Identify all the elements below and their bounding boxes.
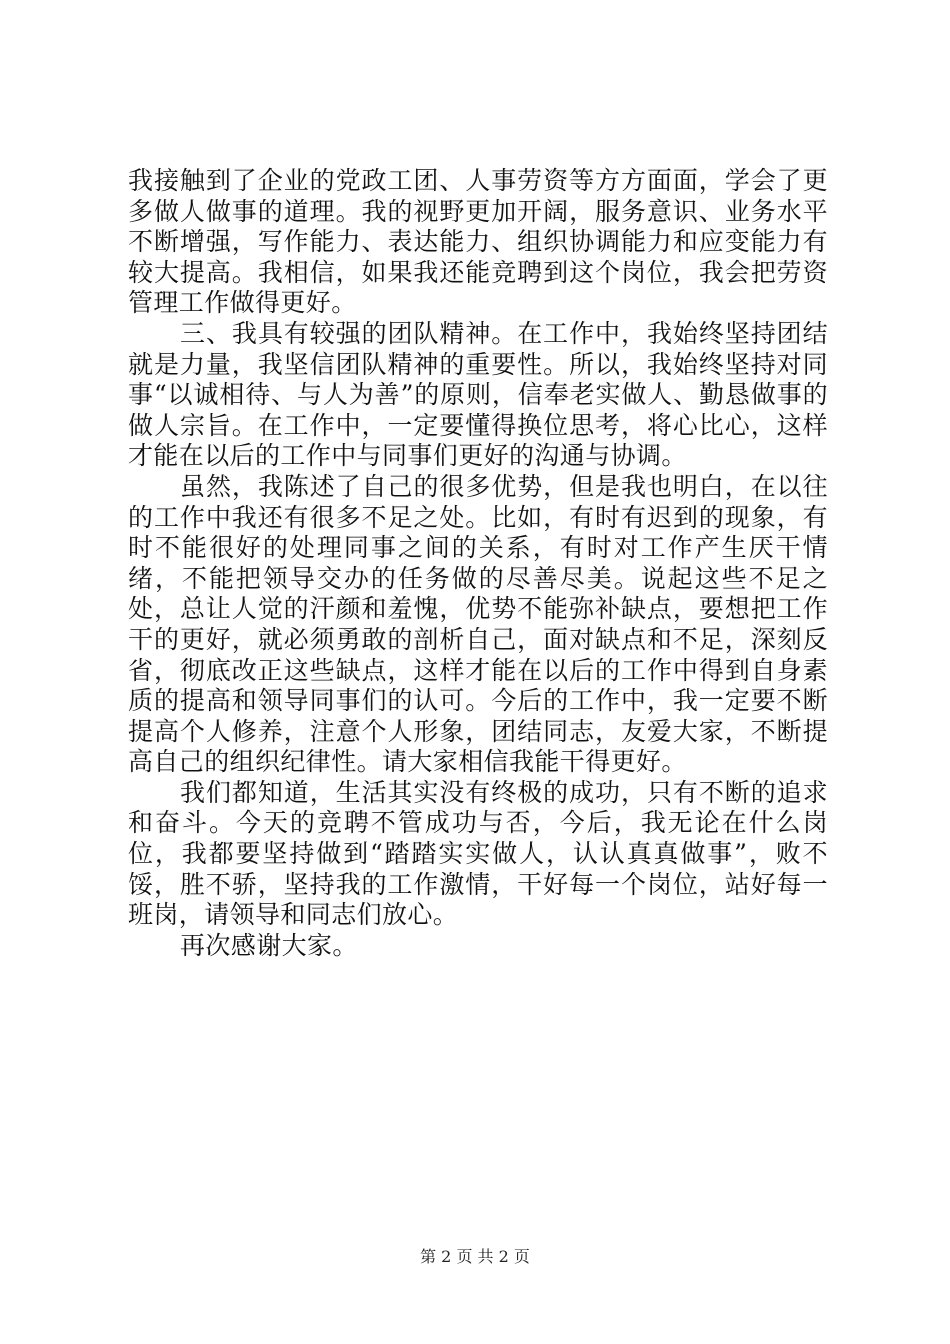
document-body [128,166,828,961]
paragraph-team-spirit: 三、我具有较强的团队精神。在工作中，我始终坚持团结就是力量，我坚信团队精神的重要性。所以，我始终坚持对同事“以诚相待、与人为善”的原则，信奉老实做人、勤恳做事的做人宗旨。在工作中，一定要懂得换位思考，将心比心，这样才能在以后的工作中与同事们更好的沟通与协调。 [128,318,828,471]
paragraph-commitment: 我们都知道，生活其实没有终极的成功，只有不断的追求和奋斗。今天的竞聘不管成功与否，今后，我无论在什么岗位，我都要坚持做到“踏踏实实做人，认认真真做事”，败不馁，胜不骄，坚持我的工作激情，干好每一个岗位，站好每一班岗，请领导和同志们放心。 [128,777,828,930]
paragraph-closing-thanks: 再次感谢大家。 [180,930,358,960]
paragraph-continued: 我接触到了企业的党政工团、人事劳资等方方面面，学会了更多做人做事的道理。我的视野更加开阔，服务意识、业务水平不断增强，写作能力、表达能力、组织协调能力和应变能力有较大提高。我相信，如果我还能竞聘到这个岗位，我会把劳资管理工作做得更好。 [128,166,828,318]
page-number-footer: 第 2 页 共 2 页 [420,1247,530,1266]
paragraph-shortcomings: 虽然，我陈述了自己的很多优势，但是我也明白，在以往的工作中我还有很多不足之处。比如，有时有迟到的现象，有时不能很好的处理同事之间的关系，有时对工作产生厌干情绪，不能把领导交办的任务做的尽善尽美。说起这些不足之处，总让人觉的汗颜和羞愧，优势不能弥补缺点，要想把工作干的更好，就必须勇敢的剖析自己，面对缺点和不足，深刻反省，彻底改正这些缺点，这样才能在以后的工作中得到自身素质的提高和领导同事们的认可。今后的工作中，我一定要不断提高个人修养，注意个人形象，团结同志，友爱大家，不断提高自己的组织纪律性。请大家相信我能干得更好。 [128,471,828,777]
